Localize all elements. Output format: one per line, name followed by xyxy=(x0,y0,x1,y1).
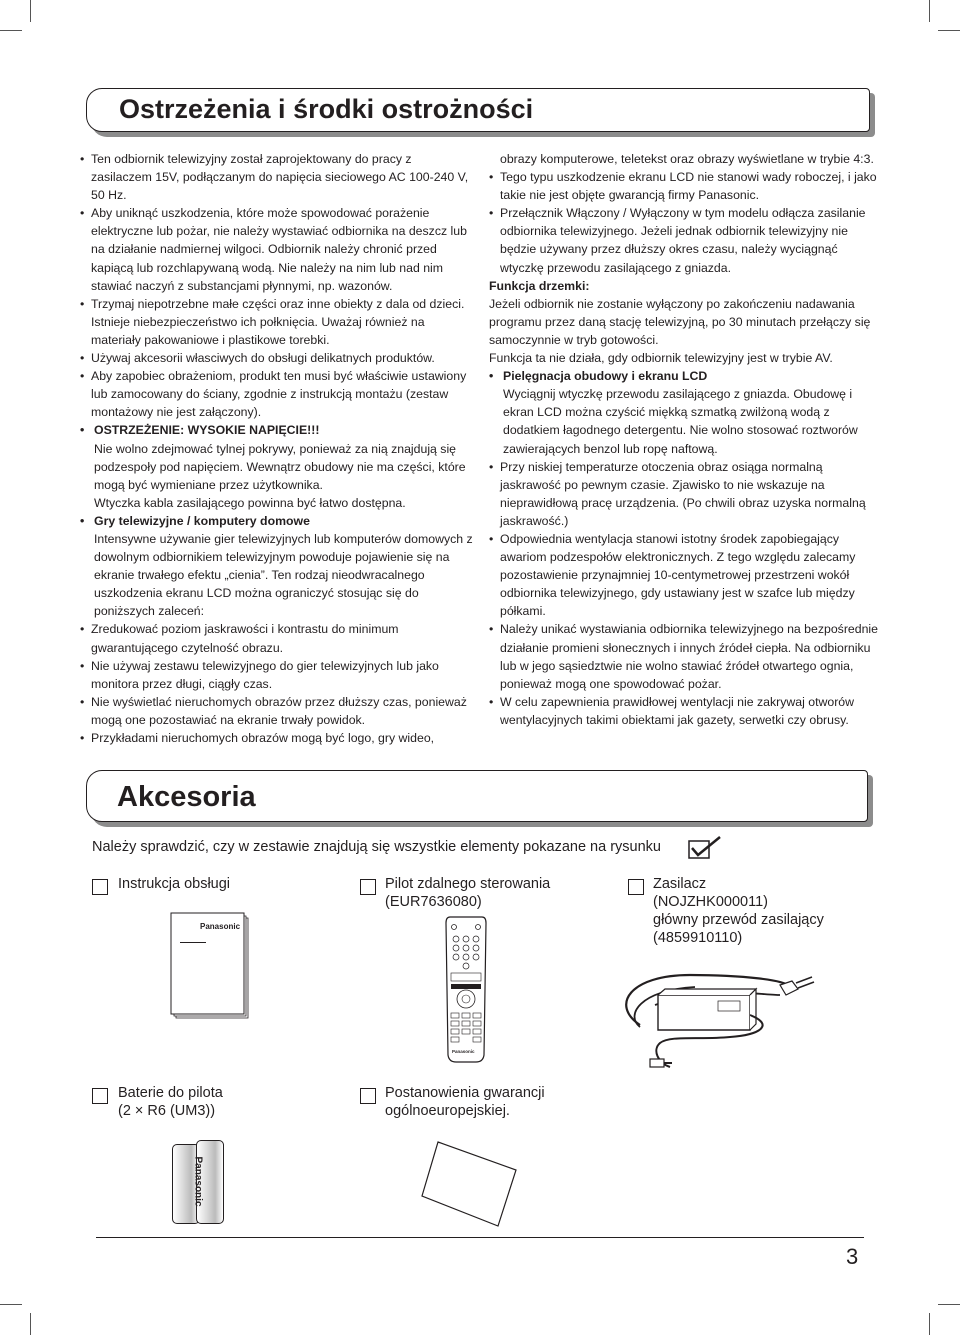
warning-item: • Trzymaj niepotrzebne małe części oraz inne obiekty z dala od dzieci. Istnieje niebezpieczeństwo ich połknięcia. Uważaj również na materiały pakowaniowe i plastikowe torebki. xyxy=(80,295,474,349)
warning-item: • Należy unikać wystawiania odbiornika telewizyjnego na bezpośrednie działanie promieni słonecznych i innych źródeł ciepła. Na odbiorniku lub w jego sąsiedztwie nie wolno stawiać źródeł otwartego ognia, ponieważ mogą one spowodować pożar. xyxy=(489,620,881,692)
warning-item: • Aby uniknąć uszkodzenia, które może spowodować porażenie elektryczne lub pożar, nie należy wystawiać odbiornika na deszcz lub na działanie nadmiernej wilgoci. Odbiornik należy chronić przed kapiącą lub rozchlapywaną wodą. Nie należy na nim lub nad nim stawiać naczyń z substancjami płynnymi, np. wazonów. xyxy=(80,204,474,294)
caution-text: Wtyczka kabla zasilającego powinna być łatwo dostępna. xyxy=(94,495,406,510)
sleep-heading: Funkcja drzemki: xyxy=(489,278,590,293)
crop-mark xyxy=(0,30,22,31)
sleep-text: Funkcja ta nie działa, gdy odbiornik telewizyjny jest w trybie AV. xyxy=(489,351,833,366)
batteries-checkbox[interactable] xyxy=(92,1088,108,1104)
caution-text: Nie wolno zdejmować tylnej pokrywy, ponieważ za nią znajdują się podzespoły pod napięciem. Wewnątrz obudowy nie ma części, które mogą być wymieniane przez użytkownika. xyxy=(94,441,466,492)
warnings-left-column xyxy=(80,150,474,747)
batteries-label: Baterie do pilota (2 × R6 (UM3)) xyxy=(118,1085,223,1119)
accessories-title: Akcesoria xyxy=(117,781,256,813)
warning-continuation: obrazy komputerowe, teletekst oraz obrazy wyświetlane w trybie 4:3. xyxy=(500,152,874,166)
manual-illustration xyxy=(170,912,250,1025)
footer-rule xyxy=(96,1237,864,1238)
warning-item: • Ten odbiornik telewizyjny został zaprojektowany do pracy z zasilaczem 15V, podłączanym do napięcia sieciowego AC 100-240 V, 50 Hz. xyxy=(80,150,474,204)
remote-brand: Panasonic xyxy=(452,1049,475,1054)
manual-label: Instrukcja obsługi xyxy=(118,876,231,892)
remote-label: Pilot zdalnego sterowania (EUR7636080) xyxy=(385,876,551,910)
checkmark-icon xyxy=(688,836,722,860)
warranty-illustration xyxy=(420,1140,520,1235)
warning-item: • Odpowiednia wentylacja stanowi istotny środek zapobiegający awariom podzespołów elektronicznych. Z tego względu zalecamy pozostawienie przynajmniej 10-centymetrowej przestrzeni wokół odbiornika telewizyjnego, gdy ustawiany jest w szafce lub między półkami. xyxy=(489,530,881,620)
accessories-title-box xyxy=(86,770,868,822)
warning-item: • Aby zapobiec obrażeniom, produkt ten musi być właściwie ustawiony lub zamocowany do ściany, zgodnie z instrukcją montażu (zestaw montażowy nie jest załączony). xyxy=(80,367,474,421)
warning-item: • Przy niskiej temperaturze otoczenia obraz osiąga normalną jaskrawość po pewnym czasie. Zjawisko to nie wskazuje na nieprawidłową pracę urządzenia. (Po chwili obraz uzyska normalną jaskrawość.) xyxy=(489,458,881,530)
warnings-title: Ostrzeżenia i środki ostrożności xyxy=(119,94,534,124)
crop-mark xyxy=(938,30,960,31)
games-item: • Nie używaj zestawu telewizyjnego do gier telewizyjnych lub jako monitora przez długi, ciągły czas. xyxy=(80,657,474,693)
warranty-checkbox[interactable] xyxy=(360,1088,376,1104)
battery-brand: Panasonic xyxy=(192,1156,204,1207)
crop-mark xyxy=(30,1313,31,1335)
remote-illustration xyxy=(444,915,488,1070)
caution-heading: • OSTRZEŻENIE: WYSOKIE NAPIĘCIE!!! xyxy=(80,421,474,439)
games-text: Intensywne używanie gier telewizyjnych lub komputerów domowych z dowolnym odbiornikiem telewizyjnym powoduje pojawienie się na ekranie trwałego efektu „cienia”. Ten rodzaj nieodwracalnego uszkodzenia ekranu LCD można ograniczyć stosując się do poniższych zaleceń: xyxy=(94,531,473,619)
adapter-checkbox[interactable] xyxy=(628,879,644,895)
adapter-label: Zasilacz (NOJZHK000011) główny przewód zasilający (4859910110) xyxy=(653,876,824,946)
warnings-right-column xyxy=(489,150,881,729)
warnings-title-box xyxy=(86,88,870,132)
checkmark-box xyxy=(688,836,722,858)
manual-brand: Panasonic xyxy=(200,922,241,931)
crop-mark xyxy=(938,1304,960,1305)
games-heading: • Gry telewizyjne / komputery domowe xyxy=(80,512,474,530)
crop-mark xyxy=(0,1304,22,1305)
manual-checkbox[interactable] xyxy=(92,879,108,895)
warning-item: • Tego typu uszkodzenie ekranu LCD nie stanowi wady roboczej, i jako takie nie jest objęte gwarancją firmy Panasonic. xyxy=(489,168,881,204)
crop-mark xyxy=(30,0,31,22)
sleep-text: Jeżeli odbiornik nie zostanie wyłączony po zakończeniu nadawania programu przez daną stację telewizyjną, po 30 minutach przełączy się samoczynnie w tryb gotowości. xyxy=(489,296,871,347)
care-text: Wyciągnij wtyczkę przewodu zasilającego z gniazda. Obudowę i ekran LCD można czyścić miękką szmatką zwilżoną wodą z dodatkiem łagodnego detergentu. Nie wolno stosować roztworów zawierających benzol lub ropę naftową. xyxy=(503,387,858,456)
crop-mark xyxy=(929,1313,930,1335)
page-number: 3 xyxy=(846,1244,859,1269)
warranty-label: Postanowienia gwarancji ogólnoeuropejskiej. xyxy=(385,1085,545,1119)
games-item: • Nie wyświetlać nieruchomych obrazów przez dłuższy czas, ponieważ mogą one pozostawiać na ekranie trwały powidok. xyxy=(80,693,474,729)
games-item: • Zredukować poziom jaskrawości i kontrastu do minimum gwarantującego czytelność obrazu. xyxy=(80,620,474,656)
crop-mark xyxy=(929,0,930,22)
games-item: • Przykładami nieruchomych obrazów mogą być logo, gry wideo, xyxy=(80,729,474,747)
adapter-illustration xyxy=(610,955,820,1085)
remote-checkbox[interactable] xyxy=(360,879,376,895)
batteries-illustration xyxy=(166,1136,228,1228)
warning-item: • Używaj akcesorii własciwych do obsługi delikatnych produktów. xyxy=(80,349,474,367)
warning-item: • W celu zapewnienia prawidłowej wentylacji nie zakrywaj otworów wentylacyjnych takimi obiektami jak gazety, serwetki czy obrusy. xyxy=(489,693,881,729)
warning-item: • Przełącznik Włączony / Wyłączony w tym modelu odłącza zasilanie odbiornika telewizyjnego. Jeżeli jednak odbiornik telewizyjny nie będzie używany przez dłuższy okres czasu, należy wyciągnąć wtyczkę przewodu zasilającego z gniazda. xyxy=(489,204,881,276)
care-heading: • Pielęgnacja obudowy i ekranu LCD xyxy=(489,367,881,385)
check-text: Należy sprawdzić, czy w zestawie znajdują się wszystkie elementy pokazane na rysunku xyxy=(92,839,661,855)
